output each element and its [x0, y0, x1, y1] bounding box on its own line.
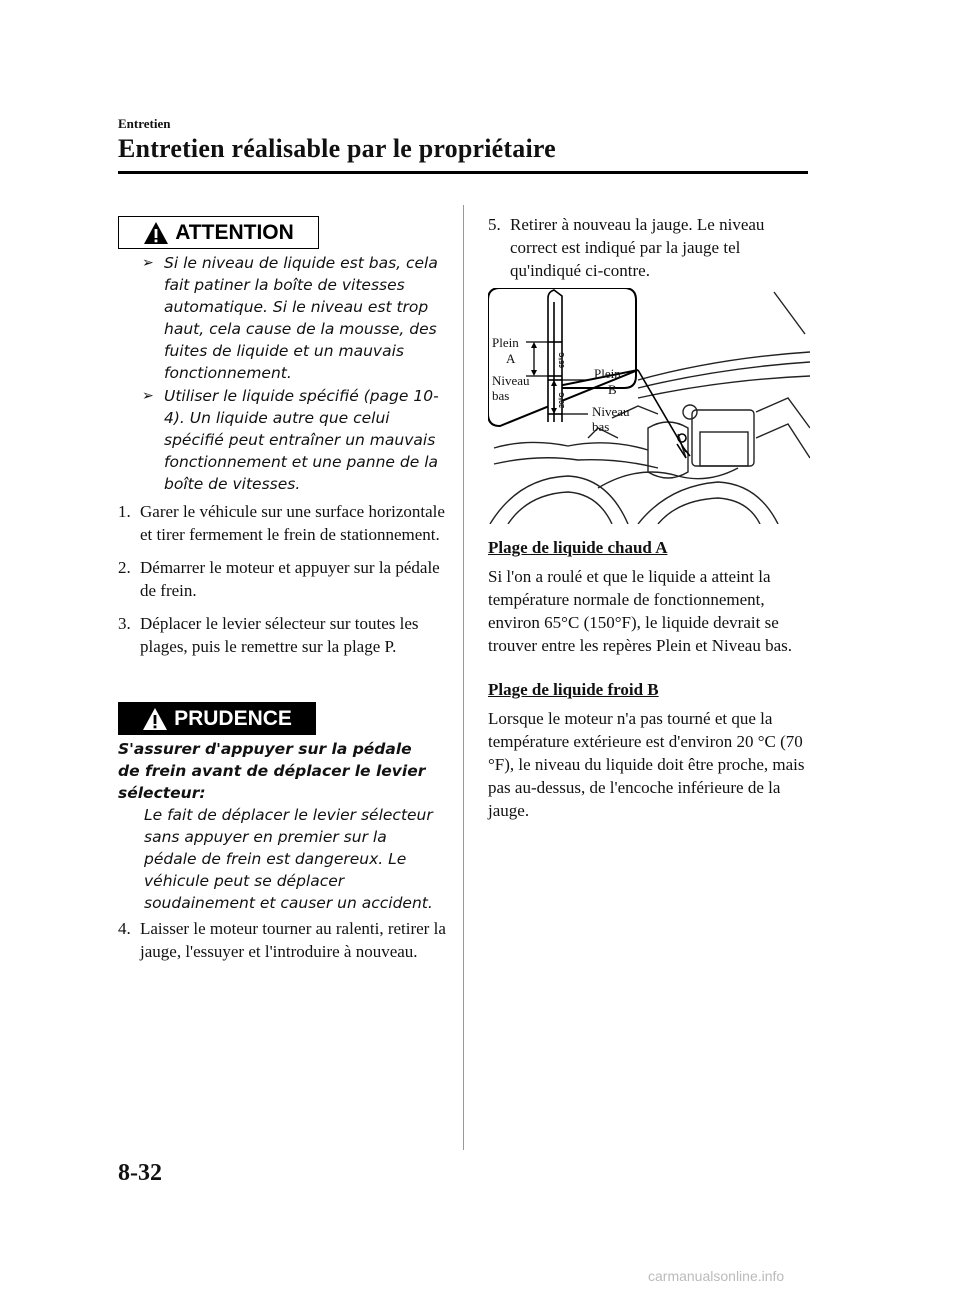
header-rule: [118, 171, 808, 174]
plein-a-label: Plein: [492, 335, 519, 350]
cold-range-title: Plage de liquide froid B: [488, 680, 659, 699]
attention-item-text: Utiliser le liquide spécifié (page 10-4). Un liquide autre que celui spécifié peut entraîner un mauvais fonctionnement et une panne de la boîte de vitesses.: [164, 387, 439, 493]
step-text: Retirer à nouveau la jauge. Le niveau correct est indiqué par la jauge tel qu'indiqué ci-contre.: [510, 215, 765, 280]
attention-label: ATTENTION: [175, 220, 294, 244]
step-number: 2.: [118, 558, 131, 577]
attention-badge: [118, 216, 319, 249]
step-text: Déplacer le levier sélecteur sur toutes les plages, puis le remettre sur la plage P.: [140, 614, 419, 656]
attention-list: [142, 252, 442, 496]
page-title: Entretien réalisable par le propriétaire: [118, 134, 556, 163]
range-b-label: B: [608, 382, 617, 397]
list-item: [142, 385, 442, 495]
warning-icon: [142, 707, 168, 731]
cold-temp-mark: 20°C: [559, 392, 566, 408]
arrow-bullet-icon: ➢: [142, 255, 154, 271]
dipstick-figure: [488, 288, 810, 524]
step-item: [118, 917, 458, 963]
step-number: 5.: [488, 215, 501, 234]
step-item: [488, 213, 808, 282]
dipstick-handle-icon: [638, 370, 690, 458]
plein-b-label: Plein: [594, 366, 621, 381]
hot-range-title: Plage de liquide chaud A: [488, 538, 668, 557]
cold-range-text: Lorsque le moteur n'a pas tourné et que la température extérieure est d'environ 20 °C (70 °F), le niveau du liquide doit être proche, mais pas au-dessus, de l'encoche inférieure de la jauge.: [488, 709, 805, 820]
range-a-label: A: [506, 351, 516, 366]
watermark: carmanualsonline.info: [648, 1268, 785, 1284]
column-divider: [463, 205, 464, 1150]
step-item: [118, 612, 458, 658]
section-label: Entretien: [118, 116, 171, 131]
step-number: 4.: [118, 919, 131, 938]
steps-list: [118, 500, 458, 668]
step-number: 1.: [118, 502, 131, 521]
list-item: [142, 252, 442, 384]
page-number: 8-32: [118, 1160, 162, 1186]
step-text: Démarrer le moteur et appuyer sur la pédale de frein.: [140, 558, 440, 600]
prudence-body: Le fait de déplacer le levier sélecteur sans appuyer en premier sur la pédale de frein est dangereux. Le véhicule peut se déplacer soudainement et causer un accident.: [144, 806, 433, 912]
hot-temp-mark: 65°C: [559, 352, 566, 368]
prudence-badge: [118, 702, 316, 735]
attention-item-text: Si le niveau de liquide est bas, cela fait patiner la boîte de vitesses automatique. Si le niveau est trop haut, cela cause de la mousse, des fuites de liquide et un mauvais fonctionnement.: [164, 254, 438, 382]
bas-a-label: bas: [492, 388, 510, 403]
step-number: 3.: [118, 614, 131, 633]
prudence-heading: S'assurer d'appuyer sur la pédale de frein avant de déplacer le levier sélecteur:: [118, 740, 426, 802]
bas-b-label: bas: [592, 419, 610, 434]
warning-icon: [143, 221, 169, 245]
prudence-label: PRUDENCE: [174, 706, 292, 730]
step-text: Laisser le moteur tourner au ralenti, retirer la jauge, l'essuyer et l'introduire à nouveau.: [140, 919, 446, 961]
step-text: Garer le véhicule sur une surface horizontale et tirer fermement le frein de stationnement.: [140, 502, 445, 544]
niveau-a-label: Niveau: [492, 373, 530, 388]
step-item: [118, 500, 458, 546]
arrow-bullet-icon: ➢: [142, 388, 154, 404]
step-item: [118, 556, 458, 602]
hot-range-text: Si l'on a roulé et que le liquide a atteint la température normale de fonctionnement, environ 65°C (150°F), le liquide devrait se trouver entre les repères Plein et Niveau bas.: [488, 567, 792, 655]
niveau-b-label: Niveau: [592, 404, 630, 419]
